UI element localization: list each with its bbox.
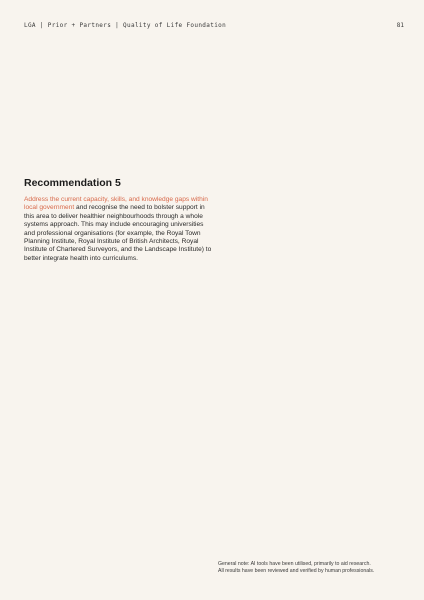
recommendation-body xyxy=(24,196,214,263)
ai-usage-note xyxy=(218,561,408,575)
page-number: 81 xyxy=(396,22,404,29)
recommendation-title: Recommendation 5 xyxy=(24,177,121,189)
ai-usage-note-line-2: All results have been reviewed and verified by human professionals. xyxy=(218,568,375,574)
ai-usage-note-line-1: General note: AI tools have been utilised, primarily to aid research. xyxy=(218,561,371,567)
recommendation-body-text: and recognise the need to bolster support in this area to deliver healthier neighbourhoods through a whole systems approach. This may include encouraging universities and professional organisations (for example, the Royal Town Planning Institute, Royal Institute of British Architects, Royal Institute of Chartered Surveyors, and the Landscape Institute) to better integrate health into curriculums. xyxy=(24,204,212,262)
highlighted-recommendation-text: Address the current capacity, skills, and knowledge gaps within local government xyxy=(24,196,208,212)
document-header: LGA | Prior + Partners | Quality of Life Foundation xyxy=(24,22,227,29)
